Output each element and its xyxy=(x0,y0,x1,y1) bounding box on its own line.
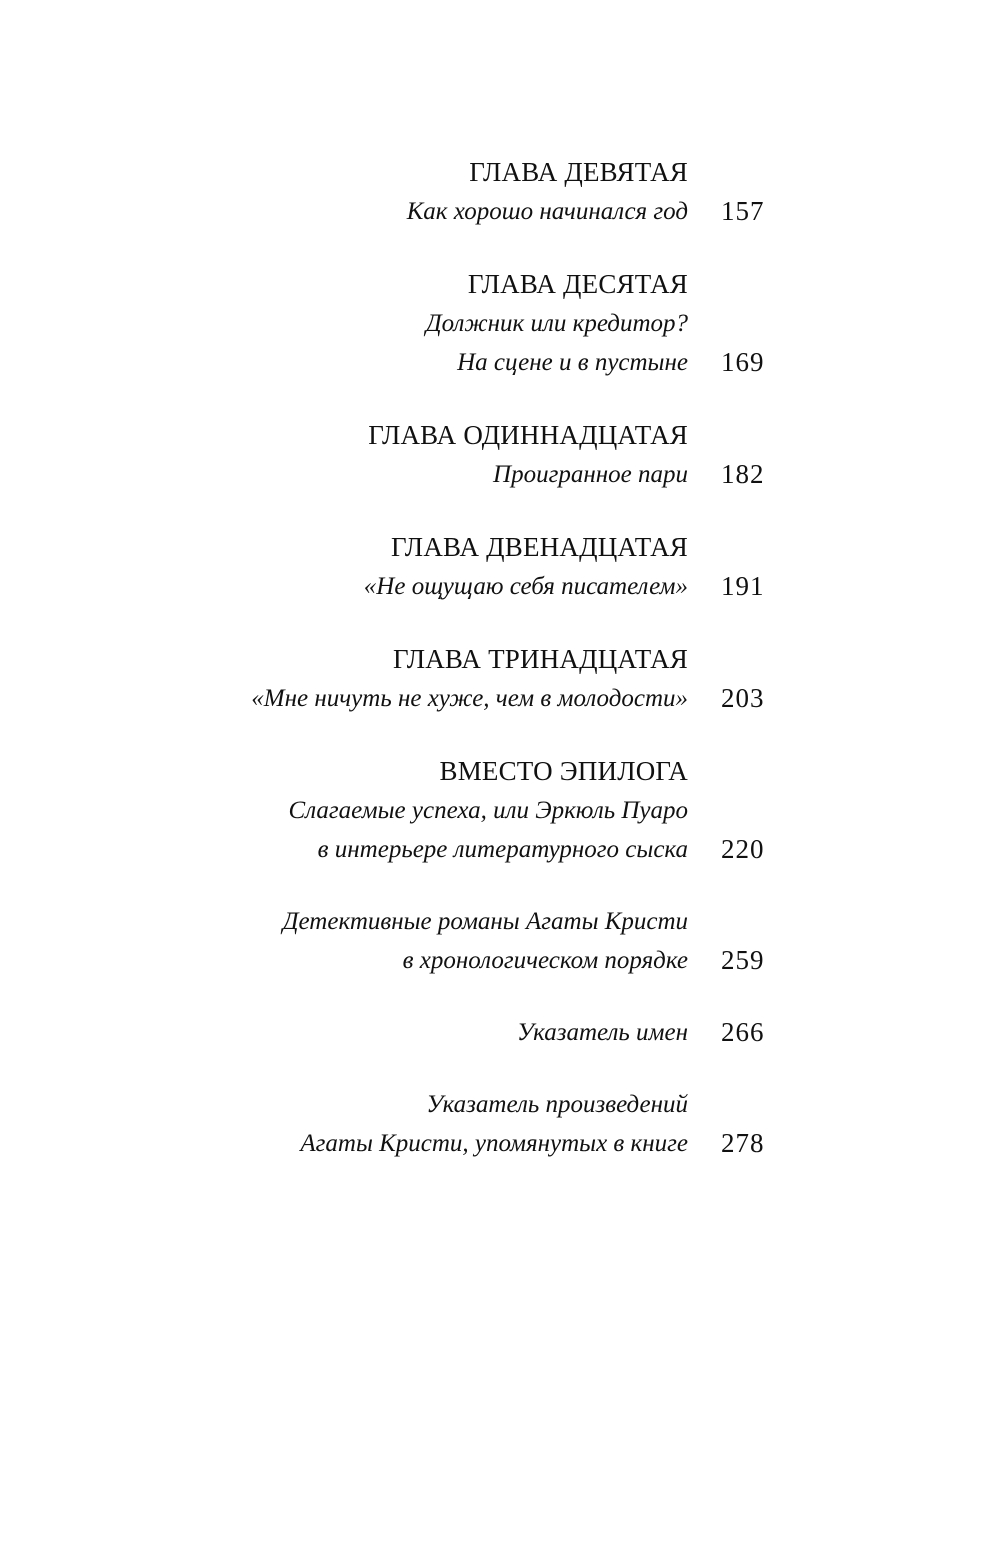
toc-line xyxy=(0,791,1000,830)
toc-line xyxy=(0,830,1000,869)
chapter-heading: ВМЕСТО ЭПИЛОГА xyxy=(439,756,688,786)
toc-line-title: На сцене и в пустыне xyxy=(457,349,688,376)
toc-entry-epilogue xyxy=(0,751,1000,869)
toc-line xyxy=(0,343,1000,382)
toc-entry-chapter-10 xyxy=(0,264,1000,382)
page-number: 259 xyxy=(721,945,765,975)
toc-line-title: Проигранное пари xyxy=(493,461,688,488)
toc-line-title: «Не ощущаю себя писателем» xyxy=(363,573,688,600)
page-number: 169 xyxy=(721,347,765,377)
page-number: 203 xyxy=(721,683,765,713)
chapter-heading: ГЛАВА ДВЕНАДЦАТАЯ xyxy=(391,532,688,562)
toc-entry-name-index xyxy=(0,1013,1000,1052)
toc-line xyxy=(0,1085,1000,1124)
toc-line-title: Слагаемые успеха, или Эркюль Пуаро xyxy=(288,797,688,824)
toc-line xyxy=(0,902,1000,941)
toc-line-title: Как хорошо начинался год xyxy=(406,198,688,225)
table-of-contents xyxy=(0,152,1000,1196)
toc-line-title: Указатель имен xyxy=(516,1019,688,1046)
chapter-heading: ГЛАВА ОДИННАДЦАТАЯ xyxy=(368,420,688,450)
toc-entry-chapter-9 xyxy=(0,152,1000,231)
toc-line-title: «Мне ничуть не хуже, чем в молодости» xyxy=(251,685,688,712)
chapter-heading: ГЛАВА ТРИНАДЦАТАЯ xyxy=(392,644,688,674)
toc-line-title: Агаты Кристи, упомянутых в книге xyxy=(300,1130,688,1157)
toc-line-title: в хронологическом порядке xyxy=(402,947,688,974)
toc-line xyxy=(0,679,1000,718)
toc-line xyxy=(0,1124,1000,1163)
toc-line-title: в интерьере литературного сыска xyxy=(317,836,688,863)
page-number: 157 xyxy=(721,196,765,226)
page-number: 278 xyxy=(721,1128,765,1158)
toc-line xyxy=(0,1013,1000,1052)
toc-line-title: Должник или кредитор? xyxy=(425,310,688,337)
toc-line xyxy=(0,304,1000,343)
page-number: 182 xyxy=(721,459,765,489)
toc-line-title: Детективные романы Агаты Кристи xyxy=(282,908,688,935)
page-number: 266 xyxy=(721,1017,765,1047)
toc-entry-chapter-12 xyxy=(0,527,1000,606)
chapter-heading: ГЛАВА ДЕВЯТАЯ xyxy=(469,157,688,187)
page-number: 220 xyxy=(721,834,765,864)
page-number: 191 xyxy=(721,571,765,601)
chapter-heading: ГЛАВА ДЕСЯТАЯ xyxy=(467,269,688,299)
toc-line xyxy=(0,941,1000,980)
toc-entry-works-index xyxy=(0,1085,1000,1163)
toc-entry-chapter-11 xyxy=(0,415,1000,494)
toc-line xyxy=(0,455,1000,494)
toc-entry-novels-chronology xyxy=(0,902,1000,980)
toc-line-title: Указатель произведений xyxy=(426,1091,688,1118)
toc-line xyxy=(0,567,1000,606)
toc-line xyxy=(0,192,1000,231)
toc-entry-chapter-13 xyxy=(0,639,1000,718)
